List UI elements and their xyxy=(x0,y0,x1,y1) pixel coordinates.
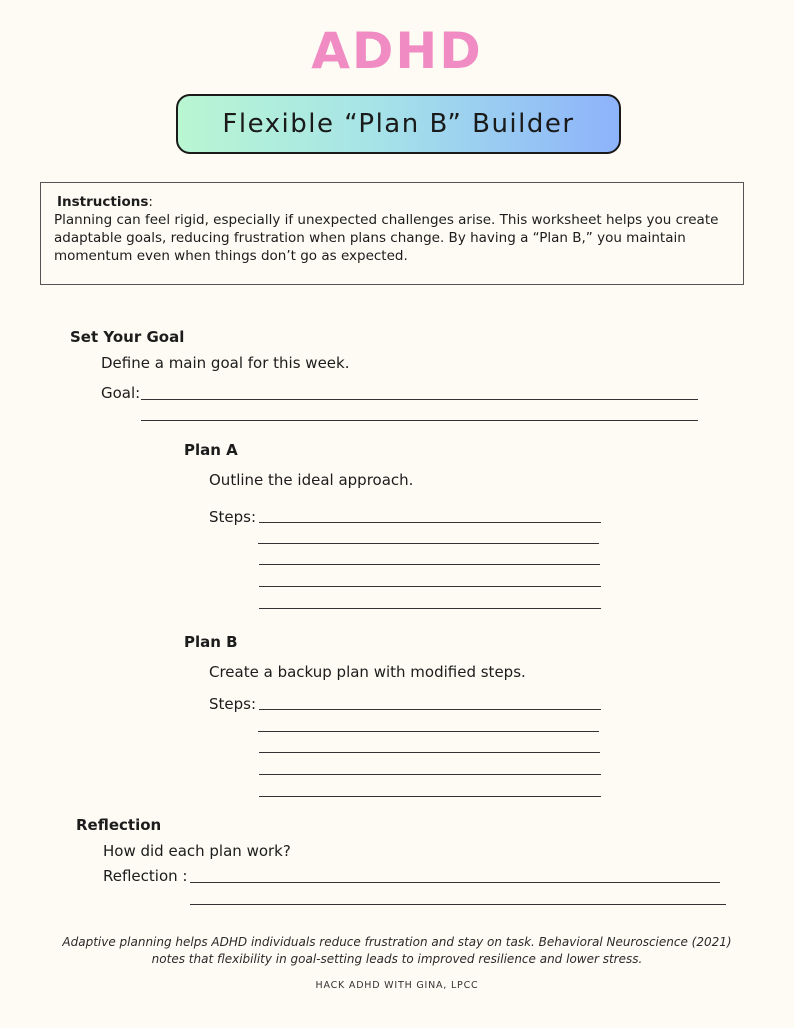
goal-line-2[interactable] xyxy=(141,420,698,421)
goal-label: Goal: xyxy=(101,384,141,402)
plan-b-line-4[interactable] xyxy=(259,774,601,775)
plan-b-heading: Plan B xyxy=(184,633,238,651)
goal-line-1[interactable] xyxy=(141,399,698,400)
plan-a-line-1[interactable] xyxy=(259,522,601,523)
plan-a-line-3[interactable] xyxy=(259,564,600,565)
plan-b-line-3[interactable] xyxy=(259,752,600,753)
reflection-line-2[interactable] xyxy=(190,904,726,905)
instructions-box xyxy=(40,182,744,285)
plan-a-line-4[interactable] xyxy=(259,586,601,587)
plan-a-line-2[interactable] xyxy=(258,543,599,544)
plan-b-line-1[interactable] xyxy=(259,709,601,710)
goal-prompt: Define a main goal for this week. xyxy=(101,354,350,372)
plan-a-heading: Plan A xyxy=(184,441,238,459)
plan-b-line-5[interactable] xyxy=(259,796,601,797)
plan-a-line-5[interactable] xyxy=(259,608,601,609)
instructions-heading: Instructions: xyxy=(57,194,153,210)
footer-note: Adaptive planning helps ADHD individuals reduce frustration and stay on task. Behavioral Neuroscience (2021) notes that flexibility in goal-setting leads to improved resilience and lower stress. xyxy=(62,935,732,966)
plan-b-steps-label: Steps: xyxy=(209,695,257,713)
instructions-body: Planning can feel rigid, especially if unexpected challenges arise. This worksheet helps you create adaptable goals, reducing frustration when plans change. By having a “Plan B,” you maintain momentum even when things don’t go as expected. xyxy=(54,212,719,264)
credit-line: HACK ADHD WITH GINA, LPCC xyxy=(315,980,479,991)
reflection-line-1[interactable] xyxy=(190,882,720,883)
reflection-prompt: How did each plan work? xyxy=(103,842,291,860)
brand-logo-text: ADHD xyxy=(311,22,483,80)
reflection-heading: Reflection xyxy=(76,816,162,834)
page-title: Flexible “Plan B” Builder xyxy=(222,109,575,139)
title-banner xyxy=(176,94,621,154)
goal-heading: Set Your Goal xyxy=(70,328,185,346)
reflection-label: Reflection : xyxy=(103,867,188,885)
plan-b-line-2[interactable] xyxy=(258,731,599,732)
plan-b-prompt: Create a backup plan with modified steps. xyxy=(209,663,526,681)
plan-a-prompt: Outline the ideal approach. xyxy=(209,471,414,489)
plan-a-steps-label: Steps: xyxy=(209,508,257,526)
